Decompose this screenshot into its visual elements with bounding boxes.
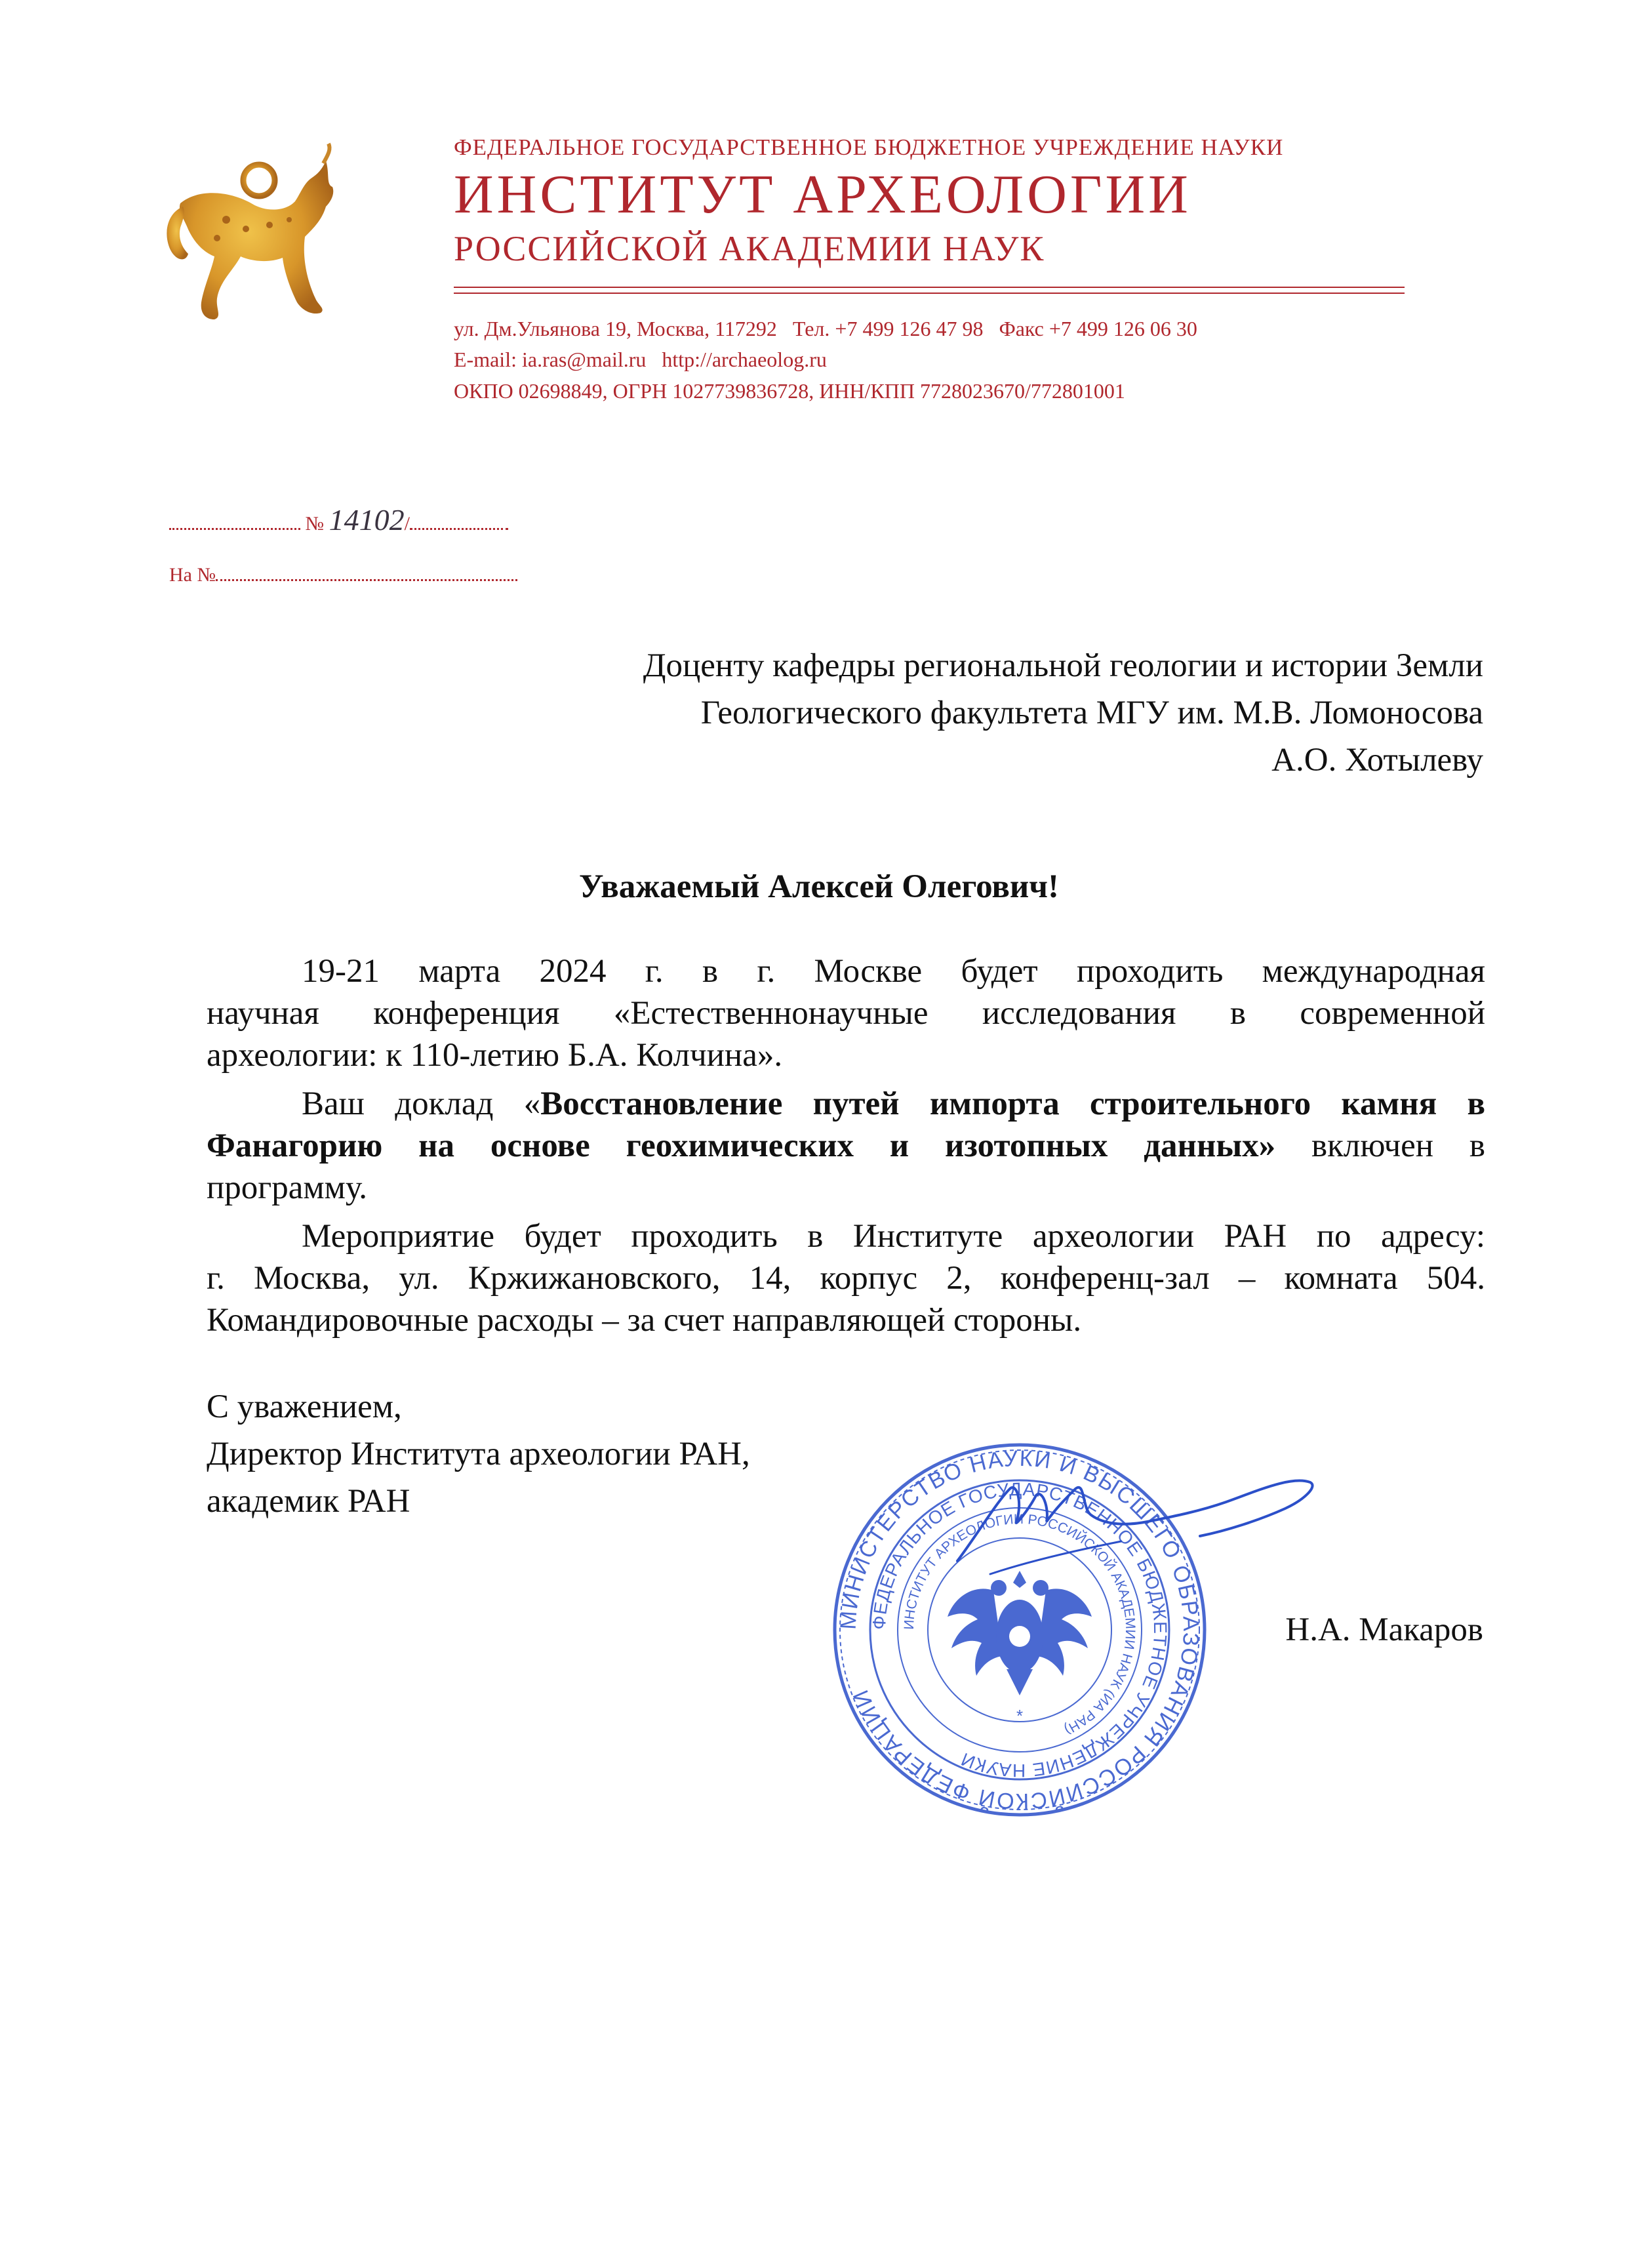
handwritten-signature-icon [951,1463,1318,1613]
greeting: Уважаемый Алексей Олегович! [578,868,1060,905]
letterhead-title: ИНСТИТУТ АРХЕОЛОГИИ [454,164,1191,225]
outgoing-number: 14102 [329,503,405,537]
reply-label: На № [169,564,216,586]
closing-line-2: Директор Института археологии РАН, [207,1436,750,1472]
letterhead-address: ул. Дм.Ульянова 19, Москва, 117292 [454,317,777,340]
paragraph2-line-1 [302,1087,1485,1121]
letterhead-rule-top [454,287,1405,288]
closing-line-1: С уважением, [207,1388,402,1425]
paragraph3-line-2: г. Москва, ул. Кржижановского, 14, корпус 2, конференц-зал – комната 504. [207,1260,1485,1297]
letterhead-web-line [454,349,827,370]
paragraph1-line-3: археологии: к 110-летию Б.А. Колчина». [207,1037,783,1074]
number-date-blank [169,515,300,530]
letterhead-subtitle: РОССИЙСКОЙ АКАДЕМИИ НАУК [454,229,1045,268]
number-slash: / [404,513,410,535]
number-label: № [305,513,325,535]
seal-inner-text: ИНСТИТУТ АРХЕОЛОГИИ РОССИЙСКОЙ АКАДЕМИИ НАУК (ИА РАН) [901,1511,1138,1737]
recipient-line-1: Доценту кафедры региональной геологии и истории Земли [643,647,1483,684]
letterhead-fax: Факс +7 499 126 06 30 [999,317,1197,340]
paragraph2-suffix: включен в [1275,1127,1485,1164]
paragraph3-line-1: Мероприятие будет проходить в Институте археологии РАН по адресу: [302,1218,1485,1255]
letterhead-org-line: ФЕДЕРАЛЬНОЕ ГОСУДАРСТВЕННОЕ БЮДЖЕТНОЕ УЧРЕЖДЕНИЕ НАУКИ [454,134,1284,160]
paragraph1-line-2: научная конференция «Естественнонаучные исследования в современной [207,995,1485,1032]
paragraph1-line-1: 19-21 марта 2024 г. в г. Москве будет проходить международная [302,953,1485,990]
outgoing-number-line [169,505,508,535]
letterhead-email: E-mail: ia.ras@mail.ru [454,348,647,371]
paragraph2-prefix: Ваш доклад « [302,1085,541,1122]
letterhead-contact-line [454,318,1197,339]
reply-number-blank [216,566,517,581]
letterhead-website: http://archaeolog.ru [662,348,827,371]
seal-middle-text: ФЕДЕРАЛЬНОЕ ГОСУДАРСТВЕННОЕ БЮДЖЕТНОЕ УЧРЕЖДЕНИЕ НАУКИ [868,1478,1171,1781]
bronze-animal-figurine-icon [154,141,370,357]
svg-text:*: * [1016,1706,1024,1726]
paragraph3-line-3: Командировочные расходы – за счет направляющей стороны. [207,1302,1082,1339]
letterhead-registry: ОКПО 02698849, ОГРН 1027739836728, ИНН/КПП 7728023670/772801001 [454,379,1125,403]
recipient-line-3: А.О. Хотылеву [1271,742,1483,779]
recipient-line-2: Геологического факультета МГУ им. М.В. Ломоносова [700,695,1483,731]
paragraph2-line-3: программу. [207,1169,368,1206]
reply-number-line [169,565,517,585]
letterhead-rule-bottom [454,293,1405,294]
report-title-part-1: Восстановление путей импорта строительного камня в [540,1085,1485,1122]
letterhead-phone: Тел. +7 499 126 47 98 [792,317,984,340]
seal-outer-text: МИНИСТЕРСТВО НАУКИ И ВЫСШЕГО ОБРАЗОВАНИЯ РОССИЙСКОЙ ФЕДЕРАЦИИ [835,1446,1204,1814]
number-suffix-blank [410,515,508,530]
signer-name: Н.А. Макаров [1285,1611,1483,1648]
report-title-part-2: Фанагорию на основе геохимических и изотопных данных» [207,1127,1276,1164]
paragraph2-line-2 [207,1129,1485,1163]
closing-line-3: академик РАН [207,1483,410,1520]
